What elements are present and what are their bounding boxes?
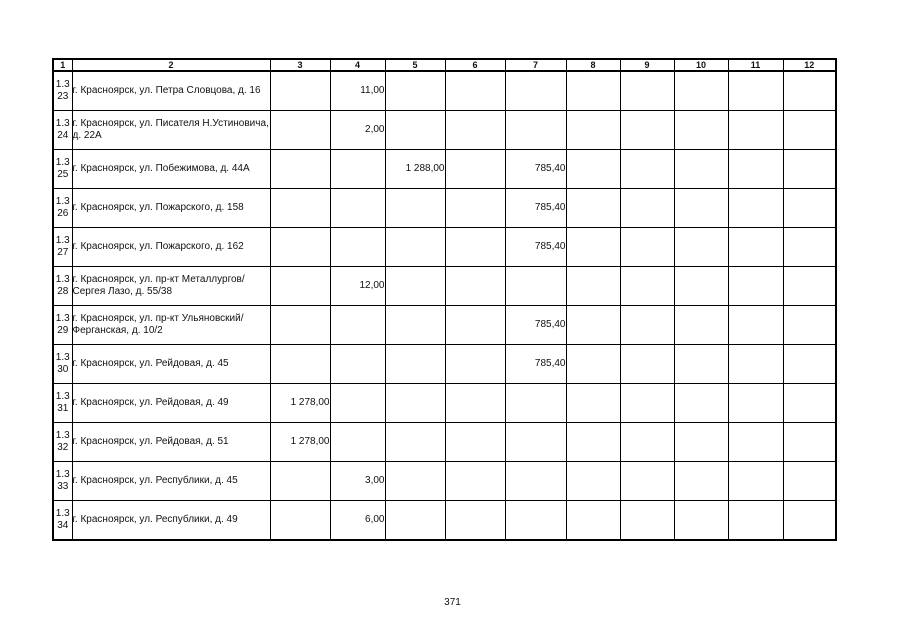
empty-cell bbox=[783, 384, 836, 423]
row-number-cell: 1.3 33 bbox=[53, 462, 72, 501]
address-cell: г. Красноярск, ул. Петра Словцова, д. 16 bbox=[72, 71, 270, 111]
value-cell-col6 bbox=[445, 384, 505, 423]
value-cell-col5 bbox=[385, 306, 445, 345]
empty-cell bbox=[728, 345, 783, 384]
value-cell-col7 bbox=[505, 501, 566, 541]
empty-cell bbox=[566, 150, 620, 189]
value-cell-col3 bbox=[270, 71, 330, 111]
row-number-cell: 1.3 34 bbox=[53, 501, 72, 541]
value-cell-col5 bbox=[385, 267, 445, 306]
empty-cell bbox=[783, 71, 836, 111]
value-cell-col3 bbox=[270, 462, 330, 501]
empty-cell bbox=[674, 384, 728, 423]
row-number-cell: 1.3 23 bbox=[53, 71, 72, 111]
empty-cell bbox=[728, 501, 783, 541]
table-row bbox=[53, 384, 836, 423]
value-cell-col3 bbox=[270, 189, 330, 228]
empty-cell bbox=[620, 345, 674, 384]
empty-cell bbox=[783, 111, 836, 150]
table-row bbox=[53, 501, 836, 541]
value-cell-col4 bbox=[330, 423, 385, 462]
empty-cell bbox=[728, 384, 783, 423]
empty-cell bbox=[728, 423, 783, 462]
empty-cell bbox=[566, 384, 620, 423]
empty-cell bbox=[728, 150, 783, 189]
empty-cell bbox=[620, 111, 674, 150]
empty-cell bbox=[783, 501, 836, 541]
empty-cell bbox=[566, 267, 620, 306]
value-cell-col5 bbox=[385, 384, 445, 423]
value-cell-col5 bbox=[385, 189, 445, 228]
row-number-cell: 1.3 29 bbox=[53, 306, 72, 345]
value-cell-col3 bbox=[270, 345, 330, 384]
empty-cell bbox=[674, 306, 728, 345]
value-cell-col5 bbox=[385, 345, 445, 384]
value-cell-col6 bbox=[445, 111, 505, 150]
address-cell: г. Красноярск, ул. Рейдовая, д. 49 bbox=[72, 384, 270, 423]
value-cell-col4: 2,00 bbox=[330, 111, 385, 150]
value-cell-col3 bbox=[270, 228, 330, 267]
address-cell: г. Красноярск, ул. пр-кт Металлургов/Сергея Лазо, д. 55/38 bbox=[72, 267, 270, 306]
empty-cell bbox=[674, 501, 728, 541]
value-cell-col6 bbox=[445, 267, 505, 306]
address-cell: г. Красноярск, ул. Пожарского, д. 162 bbox=[72, 228, 270, 267]
empty-cell bbox=[566, 228, 620, 267]
value-cell-col6 bbox=[445, 189, 505, 228]
value-cell-col7 bbox=[505, 462, 566, 501]
empty-cell bbox=[728, 267, 783, 306]
address-cell: г. Красноярск, ул. Рейдовая, д. 45 bbox=[72, 345, 270, 384]
value-cell-col6 bbox=[445, 423, 505, 462]
row-number-cell: 1.3 27 bbox=[53, 228, 72, 267]
address-cell: г. Красноярск, ул. Рейдовая, д. 51 bbox=[72, 423, 270, 462]
column-header: 9 bbox=[620, 59, 674, 71]
value-cell-col6 bbox=[445, 71, 505, 111]
column-header: 11 bbox=[728, 59, 783, 71]
table-row bbox=[53, 345, 836, 384]
value-cell-col4 bbox=[330, 150, 385, 189]
column-header-row bbox=[53, 59, 836, 71]
empty-cell bbox=[566, 71, 620, 111]
empty-cell bbox=[674, 228, 728, 267]
value-cell-col7: 785,40 bbox=[505, 306, 566, 345]
row-number-cell: 1.3 24 bbox=[53, 111, 72, 150]
address-cell: г. Красноярск, ул. Республики, д. 49 bbox=[72, 501, 270, 541]
value-cell-col4: 3,00 bbox=[330, 462, 385, 501]
table-row bbox=[53, 71, 836, 111]
table-row bbox=[53, 111, 836, 150]
value-cell-col7: 785,40 bbox=[505, 189, 566, 228]
value-cell-col6 bbox=[445, 345, 505, 384]
column-header: 12 bbox=[783, 59, 836, 71]
value-cell-col5 bbox=[385, 228, 445, 267]
empty-cell bbox=[783, 267, 836, 306]
address-cell: г. Красноярск, ул. Пожарского, д. 158 bbox=[72, 189, 270, 228]
value-cell-col6 bbox=[445, 228, 505, 267]
empty-cell bbox=[620, 189, 674, 228]
empty-cell bbox=[783, 306, 836, 345]
empty-cell bbox=[674, 150, 728, 189]
column-header: 1 bbox=[53, 59, 72, 71]
address-cell: г. Красноярск, ул. пр-кт Ульяновский/Ферганская, д. 10/2 bbox=[72, 306, 270, 345]
page-number: 371 bbox=[444, 597, 461, 608]
value-cell-col4 bbox=[330, 306, 385, 345]
table-row bbox=[53, 228, 836, 267]
empty-cell bbox=[620, 267, 674, 306]
column-header: 7 bbox=[505, 59, 566, 71]
address-cell: г. Красноярск, ул. Республики, д. 45 bbox=[72, 462, 270, 501]
value-cell-col5 bbox=[385, 111, 445, 150]
value-cell-col3: 1 278,00 bbox=[270, 384, 330, 423]
empty-cell bbox=[620, 423, 674, 462]
value-cell-col3 bbox=[270, 150, 330, 189]
address-cell: г. Красноярск, ул. Писателя Н.Устиновича, д. 22А bbox=[72, 111, 270, 150]
data-table bbox=[52, 58, 837, 541]
value-cell-col7: 785,40 bbox=[505, 345, 566, 384]
empty-cell bbox=[620, 462, 674, 501]
empty-cell bbox=[566, 111, 620, 150]
row-number-cell: 1.3 30 bbox=[53, 345, 72, 384]
value-cell-col5 bbox=[385, 462, 445, 501]
empty-cell bbox=[566, 345, 620, 384]
empty-cell bbox=[783, 150, 836, 189]
value-cell-col4 bbox=[330, 384, 385, 423]
row-number-cell: 1.3 28 bbox=[53, 267, 72, 306]
value-cell-col7 bbox=[505, 111, 566, 150]
value-cell-col3 bbox=[270, 501, 330, 541]
column-header: 2 bbox=[72, 59, 270, 71]
value-cell-col5 bbox=[385, 423, 445, 462]
empty-cell bbox=[620, 501, 674, 541]
empty-cell bbox=[783, 462, 836, 501]
value-cell-col3 bbox=[270, 306, 330, 345]
empty-cell bbox=[728, 228, 783, 267]
empty-cell bbox=[728, 189, 783, 228]
empty-cell bbox=[566, 423, 620, 462]
empty-cell bbox=[674, 267, 728, 306]
empty-cell bbox=[566, 189, 620, 228]
empty-cell bbox=[728, 71, 783, 111]
address-cell: г. Красноярск, ул. Побежимова, д. 44А bbox=[72, 150, 270, 189]
empty-cell bbox=[674, 71, 728, 111]
value-cell-col6 bbox=[445, 462, 505, 501]
value-cell-col3 bbox=[270, 267, 330, 306]
value-cell-col7: 785,40 bbox=[505, 228, 566, 267]
value-cell-col4: 12,00 bbox=[330, 267, 385, 306]
empty-cell bbox=[620, 306, 674, 345]
column-header: 8 bbox=[566, 59, 620, 71]
value-cell-col4: 6,00 bbox=[330, 501, 385, 541]
value-cell-col6 bbox=[445, 501, 505, 541]
value-cell-col7 bbox=[505, 384, 566, 423]
empty-cell bbox=[674, 423, 728, 462]
empty-cell bbox=[620, 228, 674, 267]
empty-cell bbox=[566, 462, 620, 501]
empty-cell bbox=[728, 306, 783, 345]
value-cell-col5 bbox=[385, 501, 445, 541]
table-row bbox=[53, 189, 836, 228]
value-cell-col3 bbox=[270, 111, 330, 150]
document-sheet bbox=[52, 58, 837, 541]
value-cell-col7 bbox=[505, 423, 566, 462]
value-cell-col4 bbox=[330, 345, 385, 384]
empty-cell bbox=[674, 462, 728, 501]
empty-cell bbox=[566, 501, 620, 541]
column-header: 4 bbox=[330, 59, 385, 71]
table-row bbox=[53, 423, 836, 462]
table-row bbox=[53, 267, 836, 306]
empty-cell bbox=[728, 462, 783, 501]
value-cell-col6 bbox=[445, 306, 505, 345]
table-row bbox=[53, 306, 836, 345]
value-cell-col5: 1 288,00 bbox=[385, 150, 445, 189]
empty-cell bbox=[566, 306, 620, 345]
value-cell-col6 bbox=[445, 150, 505, 189]
table-row bbox=[53, 150, 836, 189]
empty-cell bbox=[728, 111, 783, 150]
value-cell-col7: 785,40 bbox=[505, 150, 566, 189]
value-cell-col7 bbox=[505, 267, 566, 306]
row-number-cell: 1.3 25 bbox=[53, 150, 72, 189]
row-number-cell: 1.3 31 bbox=[53, 384, 72, 423]
table-body bbox=[53, 71, 836, 540]
value-cell-col4 bbox=[330, 228, 385, 267]
value-cell-col4 bbox=[330, 189, 385, 228]
column-header: 5 bbox=[385, 59, 445, 71]
empty-cell bbox=[674, 111, 728, 150]
empty-cell bbox=[783, 228, 836, 267]
empty-cell bbox=[783, 189, 836, 228]
row-number-cell: 1.3 26 bbox=[53, 189, 72, 228]
value-cell-col5 bbox=[385, 71, 445, 111]
table-row bbox=[53, 462, 836, 501]
empty-cell bbox=[783, 345, 836, 384]
value-cell-col7 bbox=[505, 71, 566, 111]
value-cell-col3: 1 278,00 bbox=[270, 423, 330, 462]
column-header: 3 bbox=[270, 59, 330, 71]
empty-cell bbox=[620, 71, 674, 111]
empty-cell bbox=[674, 345, 728, 384]
value-cell-col4: 11,00 bbox=[330, 71, 385, 111]
empty-cell bbox=[783, 423, 836, 462]
row-number-cell: 1.3 32 bbox=[53, 423, 72, 462]
column-header: 6 bbox=[445, 59, 505, 71]
empty-cell bbox=[674, 189, 728, 228]
column-header: 10 bbox=[674, 59, 728, 71]
empty-cell bbox=[620, 384, 674, 423]
empty-cell bbox=[620, 150, 674, 189]
